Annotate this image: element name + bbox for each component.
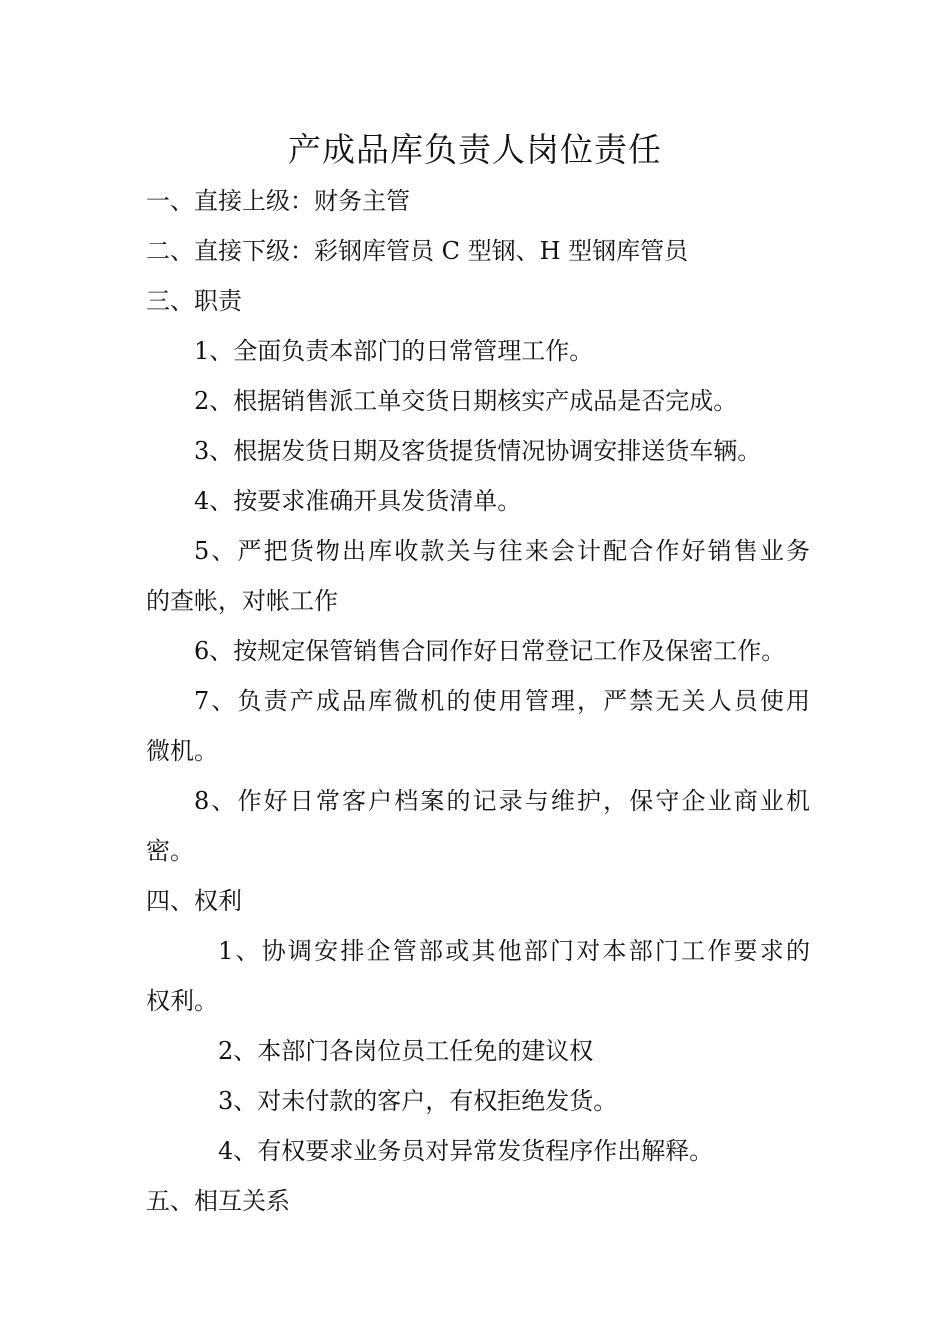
duty-item-5-continued: 的查帐，对帐工作: [146, 587, 338, 615]
right-item-1: 1、协调安排企管部或其他部门对本部门工作要求的: [218, 937, 810, 965]
duty-item-7: 7、负责产成品库微机的使用管理，严禁无关人员使用: [194, 687, 810, 715]
right-item-3: 3、对未付款的客户，有权拒绝发货。: [218, 1087, 618, 1115]
duty-item-4: 4、按要求准确开具发货清单。: [194, 487, 522, 515]
duty-item-8: 8、作好日常客户档案的记录与维护，保守企业商业机: [194, 787, 810, 815]
duty-item-1: 1、全面负责本部门的日常管理工作。: [194, 337, 594, 365]
section-heading-relations: 五、相互关系: [146, 1187, 290, 1215]
duty-item-5: 5、严把货物出库收款关与往来会计配合作好销售业务: [194, 537, 810, 565]
duty-item-8-continued: 密。: [146, 837, 194, 865]
section-heading-duties: 三、职责: [146, 287, 242, 315]
duty-item-6: 6、按规定保管销售合同作好日常登记工作及保密工作。: [194, 637, 786, 665]
duty-item-2: 2、根据销售派工单交货日期核实产成品是否完成。: [194, 387, 738, 415]
right-item-2: 2、本部门各岗位员工任免的建议权: [218, 1037, 594, 1065]
right-item-1-continued: 权利。: [146, 987, 218, 1015]
duty-item-7-continued: 微机。: [146, 737, 218, 765]
right-item-4: 4、有权要求业务员对异常发货程序作出解释。: [218, 1137, 714, 1165]
superior-line: 一、直接上级：财务主管: [146, 187, 410, 215]
document-body: [146, 176, 810, 1226]
section-heading-rights: 四、权利: [146, 887, 242, 915]
document-title: 产成品库负责人岗位责任: [288, 130, 662, 169]
duty-item-3: 3、根据发货日期及客货提货情况协调安排送货车辆。: [194, 437, 762, 465]
subordinate-line: 二、直接下级：彩钢库管员 C 型钢、H 型钢库管员: [146, 237, 689, 265]
